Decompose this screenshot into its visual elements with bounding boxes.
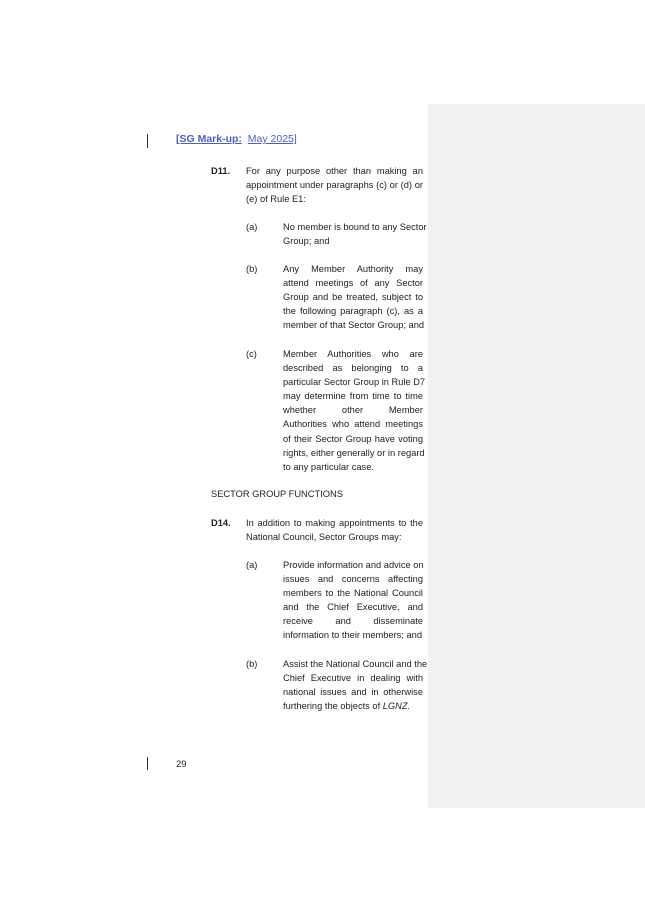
item-label: (b) (246, 659, 258, 669)
text-line: may determine from time to time (283, 391, 423, 402)
text-line: For any purpose other than making an (246, 166, 423, 176)
lgnz-emphasis: LGNZ. (382, 701, 411, 712)
markup-tag (176, 133, 297, 145)
text-line: appointment under paragraphs (c) or (d) or (246, 180, 423, 191)
text-line: receive and disseminate (283, 616, 423, 627)
text-line: (e) of Rule E1: (246, 194, 306, 205)
text-line: to any particular case. (283, 461, 374, 472)
text-line: Any Member Authority may (283, 264, 423, 274)
page-number: 29 (176, 759, 187, 770)
text-line: of their Sector Group have voting (283, 433, 423, 444)
markup-date: May 2025] (247, 133, 297, 145)
text-line: particular Sector Group in Rule D7 (283, 377, 426, 388)
text-line: attend meetings of any Sector (283, 278, 423, 289)
clause-d14-intro (246, 516, 423, 544)
text-line: Chief Executive in dealing with (283, 673, 423, 684)
clause-d14-item-b (283, 657, 428, 713)
clause-d11-intro (246, 164, 423, 206)
item-label: (a) (246, 222, 258, 232)
text-line: Authorities who attend meetings (283, 419, 423, 430)
text-line: and the Chief Executive, and (283, 602, 423, 613)
section-heading: SECTOR GROUP FUNCTIONS (211, 489, 343, 499)
clause-number-d11: D11. (211, 166, 231, 176)
text-line: member of that Sector Group; and (283, 320, 425, 331)
text-line: Member Authorities who are (283, 349, 423, 359)
clause-d14-item-a (283, 558, 423, 643)
clause-d11-item-a (283, 220, 427, 248)
item-label: (b) (246, 264, 258, 274)
text-line: rights, either generally or in regard (283, 447, 425, 458)
text-line: National Council, Sector Groups may: (246, 532, 402, 543)
text-line: issues and concerns affecting (283, 574, 423, 585)
text-line: the following paragraph (c), as a (283, 306, 423, 317)
text-line: No member is bound to any Sector (283, 222, 427, 232)
change-bar-top (147, 134, 148, 148)
item-label: (c) (246, 349, 257, 359)
comment-pane (428, 104, 645, 808)
markup-label: [SG Mark-up: (176, 133, 242, 145)
text-line (283, 699, 423, 713)
text-line: described as belonging to a (283, 363, 423, 374)
clause-d11-item-b (283, 262, 423, 332)
text-line: Group and be treated, subject to (283, 292, 423, 303)
text-line: whether other Member (283, 405, 423, 416)
text-line: In addition to making appointments to the (246, 518, 423, 528)
text-line: Group; and (283, 236, 330, 247)
clause-d11-item-c (283, 347, 426, 474)
text-line: Assist the National Council and the (283, 659, 428, 669)
change-bar-bottom (147, 757, 148, 770)
text-line: Provide information and advice on (283, 560, 424, 570)
clause-number-d14: D14. (211, 518, 231, 528)
text-line: members to the National Council (283, 588, 423, 599)
item-label: (a) (246, 560, 258, 570)
text-fragment: furthering the objects of (283, 701, 381, 712)
text-line: national issues and in otherwise (283, 687, 423, 698)
text-line: information to their members; and (283, 630, 422, 641)
